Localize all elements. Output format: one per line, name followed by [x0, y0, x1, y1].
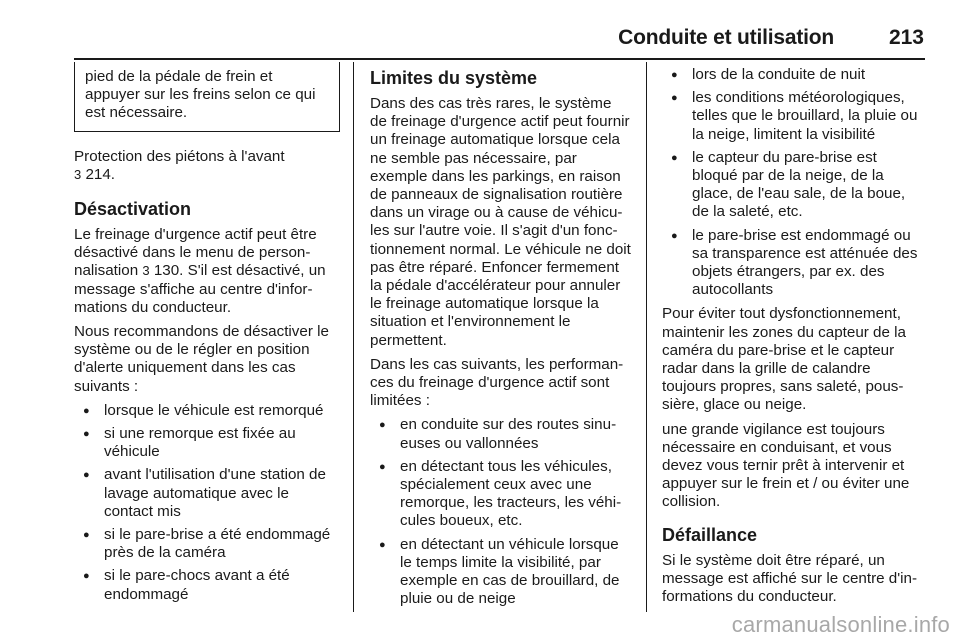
list-item: ● en détectant un véhicule lorsque le temps limite la visibilité, par exemple en cas de brouillard, de pluie ou de neige — [370, 536, 632, 609]
column-3 — [662, 62, 926, 612]
pedestrian-protection-ref — [74, 148, 340, 184]
heading-deactivation: Désactivation — [74, 199, 192, 220]
header-rule — [74, 58, 925, 60]
reference-arrow-icon: 3 — [142, 263, 150, 279]
recommendation-paragraph: Nous recommandons de désactiver le système ou de le régler en position d'alerte uniquement dans les cas suivants : — [74, 323, 329, 395]
list-item: ● le pare-brise est endommagé ou sa transparence est atténuée des objets étrangers, par ex. des autocollants — [662, 227, 926, 300]
list-item: ● en détectant tous les véhicules, spécialement ceux avec une remorque, les tracteurs, les véhicules boueux, etc. — [370, 458, 632, 531]
note-box — [74, 62, 340, 132]
heading-failure: Défaillance — [662, 524, 758, 545]
column-divider-1 — [353, 62, 354, 612]
limited-cases-list — [370, 416, 632, 608]
list-item: ● si le pare-chocs avant a été endommagé — [74, 567, 340, 603]
list-item: ● lors de la conduite de nuit — [662, 66, 926, 84]
note-text: pied de la pédale de frein et appuyer sur les freins selon ce qui est nécessaire. — [85, 68, 316, 122]
column-1 — [74, 62, 340, 610]
list-item: ● si une remorque est fixée au véhicule — [74, 425, 340, 461]
list-item: ● les conditions météorologiques, telles que le brouillard, la pluie ou la neige, limitent la visibilité — [662, 89, 926, 144]
limited-cases-list-continued — [662, 66, 926, 299]
ref-page[interactable]: 214. — [81, 165, 116, 183]
heading-system-limits: Limites du système — [370, 68, 538, 88]
ref-text: Protection des piétons à l'avant — [74, 147, 285, 165]
list-item: ● lorsque le véhicule est remorqué — [74, 402, 340, 420]
watermark-text: carmanualsonline.info — [731, 612, 950, 637]
list-item: ● avant l'utilisation d'une station de lavage automatique avec le contact mis — [74, 466, 340, 521]
vigilance-paragraph: une grande vigilance est toujours nécessaire en conduisant, et vous devez vous ternir prêt à intervenir et appuyer sur le frein et / ou éviter une collision. — [662, 420, 910, 511]
deactivation-cases-list — [74, 402, 340, 604]
page-header — [0, 0, 960, 62]
chapter-title: Conduite et utilisation — [618, 26, 834, 49]
text-span: Le freinage d'urgence actif peut être désactivé dans le menu de personnalisation — [74, 226, 317, 280]
limits-paragraph: Dans des cas très rares, le système de freinage d'urgence actif peut fournir un freinage automatique lorsque cela ne semble pas nécessaire, par exemple dans les parkings, en raison de panneaux de signalisation routière dans un virage ou à cause de véhicules sur l'autre voie. Il s'agit d'un fonctionnement normal. Le véhicule ne doit pas être réparé. Enfoncer fermement la pédale d'accélérateur pour annuler le freinage automatique lorsque la situation et l'environnement le permettent. — [370, 95, 631, 349]
text-span: 130. S'il est désactivé, un message s'affiche au centre d'informations du conducteur. — [74, 262, 326, 316]
list-item: ● en conduite sur des routes sinueuses ou vallonnées — [370, 416, 632, 452]
deactivation-paragraph — [74, 226, 340, 317]
column-divider-2 — [646, 62, 647, 612]
failure-paragraph: Si le système doit être réparé, un message est affiché sur le centre d'informations du conducteur. — [662, 551, 918, 606]
column-2 — [370, 62, 632, 614]
reference-arrow-icon: 3 — [74, 166, 82, 182]
performance-paragraph: Dans les cas suivants, les performances du freinage d'urgence actif sont limitées : — [370, 355, 624, 410]
maintenance-paragraph: Pour éviter tout dysfonctionnement, maintenir les zones du capteur de la caméra du pare-brise et le capteur radar dans la grille de calandre toujours propres, sans saleté, poussière, glace ou neige. — [662, 305, 906, 414]
list-item: ● le capteur du pare-brise est bloqué par de la neige, de la glace, de l'eau sale, de la boue, de la saleté, etc. — [662, 149, 926, 222]
list-item: ● si le pare-brise a été endommagé près de la caméra — [74, 526, 340, 562]
page-number: 213 — [888, 26, 924, 49]
